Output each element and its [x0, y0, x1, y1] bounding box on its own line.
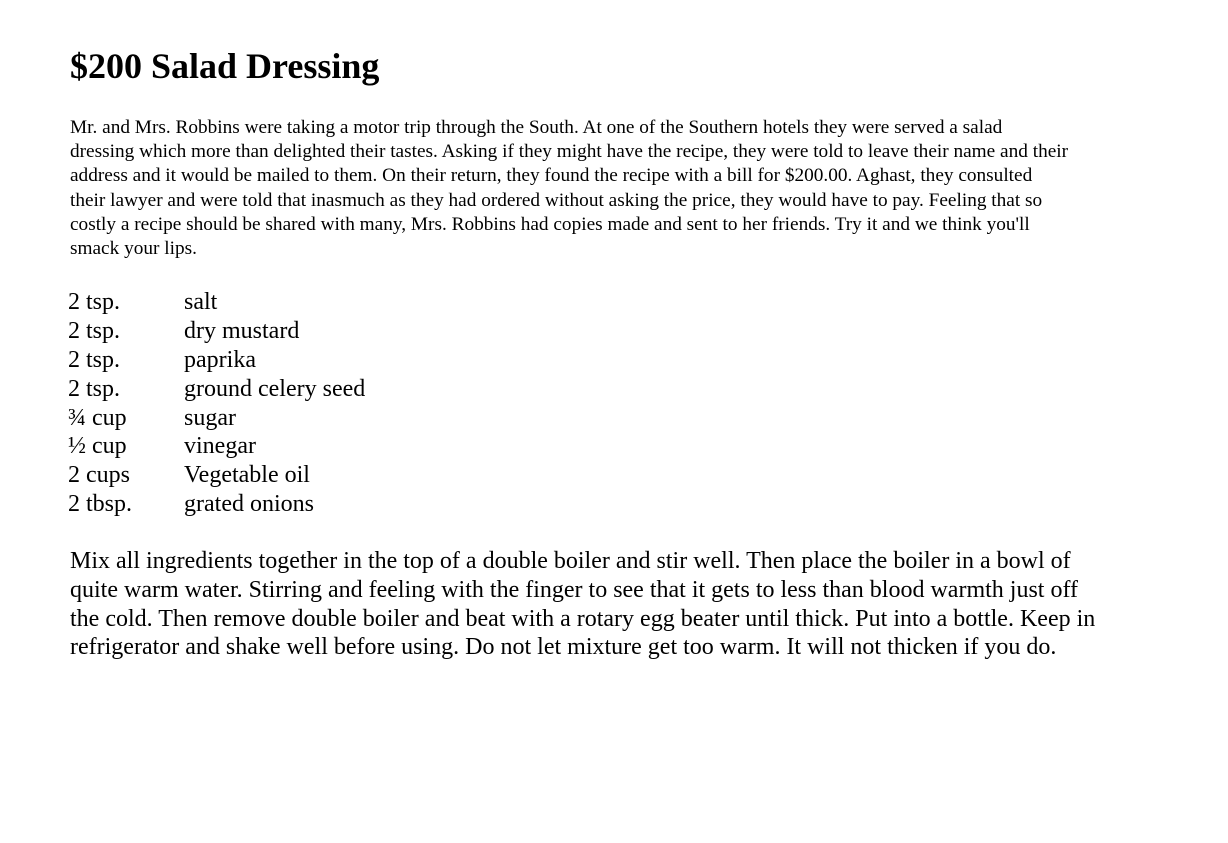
ingredient-quantity: 2 tsp.: [68, 375, 121, 402]
directions-line: Mix all ingredients together in the top of a double boiler and stir well. Then place the boiler in a bowl of: [70, 548, 1071, 574]
ingredient-row: [68, 461, 365, 490]
ingredient-name: salt: [184, 289, 218, 315]
story-line: their lawyer and were told that inasmuch as they had ordered without asking the price, they would have to pay. Feeling that so: [70, 189, 1043, 211]
ingredient-name: Vegetable oil: [184, 462, 310, 489]
story-line: costly a recipe should be shared with many, Mrs. Robbins had copies made and sent to her friends. Try it and we think you'll: [70, 213, 1030, 235]
story-line: dressing which more than delighted their tastes. Asking if they might have the recipe, they were told to leave their name and their: [70, 141, 1069, 163]
directions-line: quite warm water. Stirring and feeling with the finger to see that it gets to less than blood warmth just off: [70, 576, 1079, 603]
ingredient-name: ground celery seed: [184, 375, 366, 402]
ingredient-list: [68, 288, 365, 519]
ingredient-quantity: 2 cups: [68, 462, 130, 489]
ingredient-quantity: ¾ cup: [68, 404, 127, 431]
ingredient-name: dry mustard: [184, 317, 300, 344]
ingredient-quantity: 2 tsp.: [68, 289, 121, 315]
ingredient-row: [68, 346, 365, 375]
ingredient-row: [68, 317, 365, 346]
ingredient-quantity: 2 tsp.: [68, 346, 121, 373]
ingredient-quantity: ½ cup: [68, 433, 127, 460]
story-line: address and it would be mailed to them. On their return, they found the recipe with a bill for $200.00. Aghast, they consulted: [70, 165, 1033, 187]
story-line: Mr. and Mrs. Robbins were taking a motor trip through the South. At one of the Southern hotels they were served a salad: [70, 117, 1003, 138]
ingredient-row: [68, 288, 365, 317]
ingredient-name: paprika: [184, 346, 256, 373]
ingredient-quantity: 2 tsp.: [68, 317, 121, 344]
ingredient-quantity: 2 tbsp.: [68, 491, 133, 518]
recipe-story: [70, 116, 1170, 261]
ingredient-row: [68, 404, 365, 433]
recipe-directions: [70, 547, 1180, 662]
directions-line: the cold. Then remove double boiler and beat with a rotary egg beater until thick. Put into a bottle. Keep in: [70, 605, 1096, 632]
ingredient-name: sugar: [184, 404, 236, 431]
ingredient-name: grated onions: [184, 491, 314, 518]
ingredient-row: [68, 490, 365, 519]
ingredient-row: [68, 432, 365, 461]
recipe-title: $200 Salad Dressing: [70, 46, 380, 86]
ingredient-name: vinegar: [184, 433, 256, 460]
story-line: smack your lips.: [70, 238, 197, 260]
ingredient-row: [68, 375, 365, 404]
directions-line: refrigerator and shake well before using. Do not let mixture get too warm. It will not thicken if you do.: [70, 634, 1057, 661]
